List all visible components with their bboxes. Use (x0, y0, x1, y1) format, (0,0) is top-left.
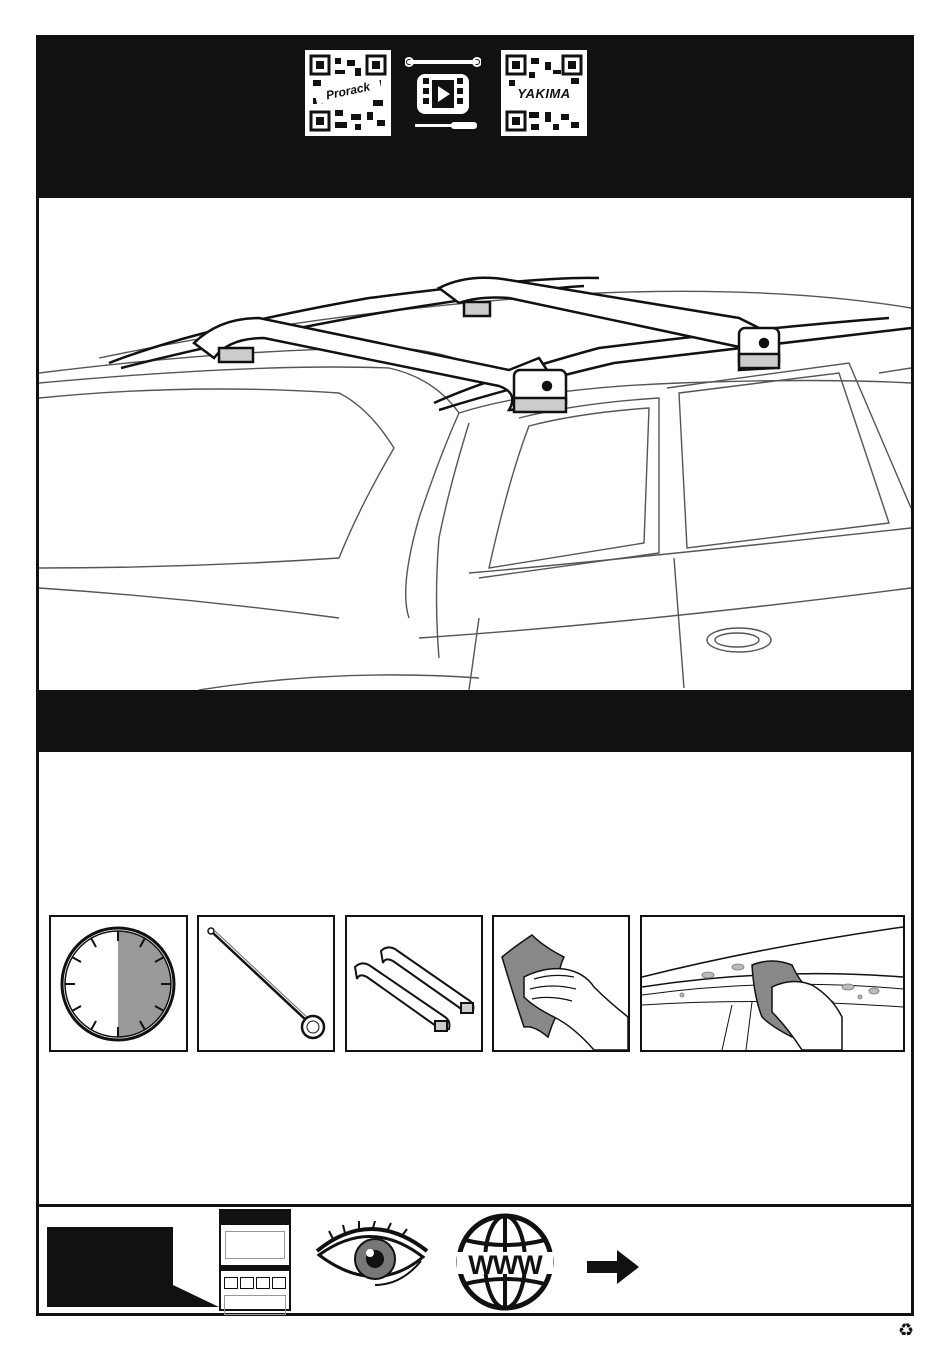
cleaning-cloth-icon (494, 917, 628, 1050)
www-globe-icon (453, 1212, 557, 1312)
www-label: WWW (468, 1250, 542, 1280)
clean-roof-rails-panel (640, 915, 905, 1052)
time-required-panel (49, 915, 188, 1052)
qr-code-yakima[interactable] (501, 50, 587, 136)
roof-bars-icon (347, 917, 481, 1050)
qr-code-prorack[interactable] (305, 50, 391, 136)
wrench-icon (407, 60, 479, 64)
torque-key-panel (197, 915, 335, 1052)
instruction-sheet-icon (219, 1209, 291, 1311)
car-with-roof-bars-illustration (39, 178, 911, 690)
clean-roof-rails-icon (642, 917, 903, 1050)
eye-icon (315, 1221, 429, 1301)
screwdriver-icon (415, 124, 451, 127)
torque-key-icon (199, 917, 333, 1050)
section-band (39, 690, 911, 752)
roof-bars-panel (345, 915, 483, 1052)
qr-brand-yakima: YAKIMA (507, 86, 581, 101)
page-frame (36, 35, 914, 1316)
recycle-icon: ♻ (898, 1320, 915, 1341)
clock-icon (51, 917, 186, 1050)
arrow-right-icon[interactable] (587, 1250, 639, 1284)
video-instructions[interactable] (405, 56, 481, 132)
qr-brand-prorack: Prorack (314, 77, 381, 104)
cleaning-cloth-panel (492, 915, 630, 1052)
video-play-icon (405, 56, 481, 132)
